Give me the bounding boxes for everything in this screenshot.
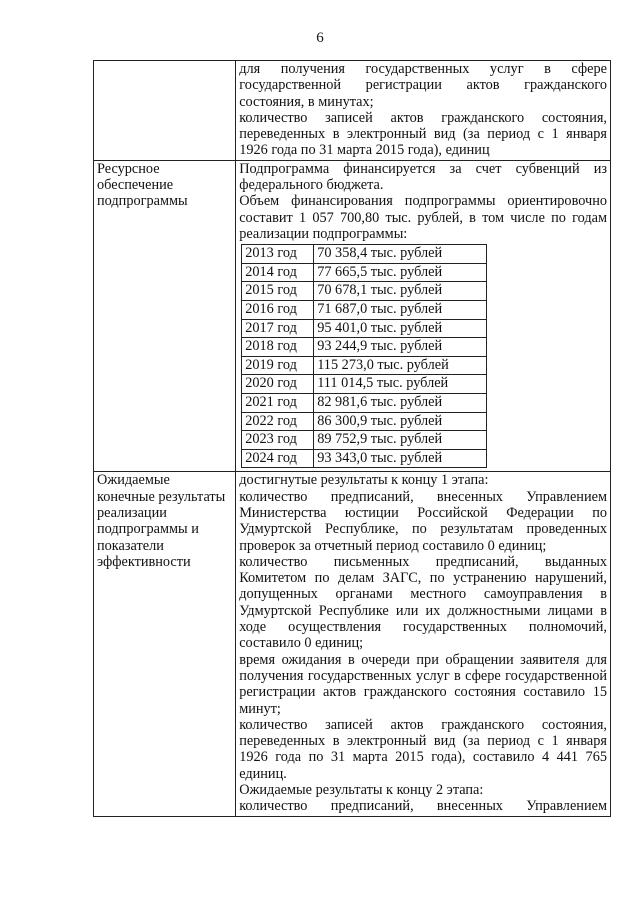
paragraph: для получения государственных услуг в сфере государственной регистрации актов гражданского состояния, в минутах;: [239, 61, 607, 110]
row-label-line: эффективности: [97, 553, 191, 570]
funding-amount: 111 014,5 тыс. рублей: [314, 375, 487, 394]
funding-row: [242, 356, 487, 375]
paragraph: количество записей актов гражданского состояния, переведенных в электронный вид (за период с 1 января 1926 года по 31 марта 2015 года), составило 4 441 765 единиц.: [239, 716, 607, 782]
funding-table: [241, 244, 487, 468]
funding-year: 2021 год: [242, 394, 314, 413]
funding-year: 2016 год: [242, 301, 314, 320]
row-label-line: показатели: [97, 537, 164, 554]
funding-amount: 95 401,0 тыс. рублей: [314, 319, 487, 338]
funding-row: [242, 394, 487, 413]
funding-year: 2020 год: [242, 375, 314, 394]
table-row-expected-results: [94, 472, 611, 816]
funding-year: 2023 год: [242, 431, 314, 450]
row-label-line: обеспечение: [97, 177, 174, 194]
row-content-cell: [236, 61, 611, 161]
funding-year: 2013 год: [242, 245, 314, 264]
paragraph: количество предписаний, внесенных Управлением Министерства юстиции Российской Федерации по Удмуртской Республике, по результатам проведенных проверок за отчетный период составило 0 единиц;: [239, 488, 607, 554]
funding-year: 2018 год: [242, 338, 314, 357]
funding-amount: 70 678,1 тыс. рублей: [314, 282, 487, 301]
funding-year: 2015 год: [242, 282, 314, 301]
funding-amount: 82 981,6 тыс. рублей: [314, 394, 487, 413]
funding-amount: 115 273,0 тыс. рублей: [314, 356, 487, 375]
funding-row: [242, 431, 487, 450]
funding-row: [242, 263, 487, 282]
row-label-line: подпрограммы: [97, 193, 188, 210]
funding-year: 2024 год: [242, 449, 314, 468]
paragraph: Ожидаемые результаты к концу 2 этапа:: [239, 782, 484, 799]
funding-row: [242, 245, 487, 264]
funding-amount: 86 300,9 тыс. рублей: [314, 412, 487, 431]
passport-table: [93, 60, 611, 817]
funding-year: 2019 год: [242, 356, 314, 375]
paragraph: достигнутые результаты к концу 1 этапа:: [239, 472, 489, 489]
funding-year: 2017 год: [242, 319, 314, 338]
funding-row: [242, 282, 487, 301]
table-row-resources: [94, 160, 611, 472]
row-label-line: Ожидаемые: [97, 472, 170, 489]
funding-row: [242, 301, 487, 320]
paragraph: количество письменных предписаний, выданных Комитетом по делам ЗАГС, по устранению нарушений, допущенных органами местного самоуправления в Удмуртской Республике или их должностными лицами в ходе осуществления государственных полномочий, составило 0 единиц;: [239, 553, 607, 652]
funding-amount: 89 752,9 тыс. рублей: [314, 431, 487, 450]
row-content-cell: [236, 160, 611, 472]
paragraph: Объем финансирования подпрограммы ориентировочно составит 1 057 700,80 тыс. рублей, в том числе по годам реализации подпрограммы:: [239, 193, 607, 242]
row-label-line: Ресурсное: [97, 160, 160, 177]
funding-amount: 93 244,9 тыс. рублей: [314, 338, 487, 357]
page-number: 6: [316, 30, 324, 46]
row-label-cell: [94, 61, 236, 161]
row-label-line: конечные результаты: [97, 488, 226, 505]
funding-amount: 93 343,0 тыс. рублей: [314, 449, 487, 468]
paragraph: количество предписаний, внесенных Управлением: [239, 798, 607, 815]
row-content-cell: [236, 472, 611, 816]
funding-row: [242, 319, 487, 338]
funding-year: 2022 год: [242, 412, 314, 431]
paragraph: количество записей актов гражданского состояния, переведенных в электронный вид (за период с 1 января 1926 года по 31 марта 2015 года), единиц: [239, 109, 607, 159]
funding-amount: 70 358,4 тыс. рублей: [314, 245, 487, 264]
paragraph: время ожидания в очереди при обращении заявителя для получения государственных услуг в сфере государственной регистрации актов гражданского состояния составило 15 минут;: [239, 651, 607, 717]
paragraph: Подпрограмма финансируется за счет субвенций из федерального бюджета.: [239, 160, 607, 194]
row-label-line: подпрограммы и: [97, 521, 199, 538]
funding-row: [242, 338, 487, 357]
funding-amount: 71 687,0 тыс. рублей: [314, 301, 487, 320]
row-label-line: реализации: [97, 504, 167, 521]
funding-row: [242, 449, 487, 468]
row-label-cell: [94, 472, 236, 816]
funding-row: [242, 375, 487, 394]
funding-amount: 77 665,5 тыс. рублей: [314, 263, 487, 282]
table-row-continuation: [94, 61, 611, 161]
row-label-cell: [94, 160, 236, 472]
funding-year: 2014 год: [242, 263, 314, 282]
funding-row: [242, 412, 487, 431]
